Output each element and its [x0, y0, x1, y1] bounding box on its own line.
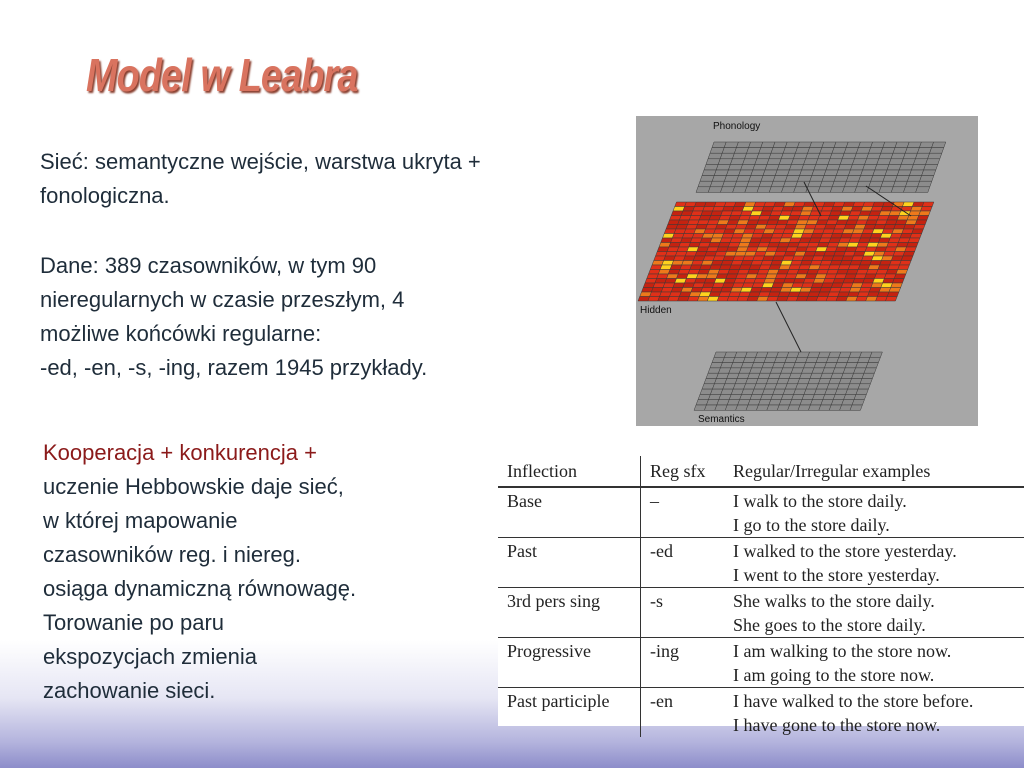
inflection-cell: Past — [498, 538, 641, 588]
semantics-unit — [864, 368, 876, 373]
phonology-unit — [789, 164, 803, 170]
phonology-unit — [806, 153, 820, 159]
phonology-unit — [893, 148, 907, 154]
phonology-unit — [918, 181, 932, 187]
data-description — [40, 249, 600, 385]
phonology-unit — [830, 153, 844, 159]
phonology-unit — [698, 181, 712, 187]
hidden-unit — [894, 274, 906, 279]
regular-example: I walk to the store daily. — [733, 491, 907, 511]
phonology-unit — [733, 187, 747, 193]
suffix-cell: -ed — [641, 538, 725, 588]
phonology-unit — [747, 148, 761, 154]
hidden-unit — [914, 225, 926, 230]
suffix-cell: -s — [641, 588, 725, 638]
phonology-unit — [920, 176, 934, 182]
phonology-unit — [704, 164, 718, 170]
conclusion-text — [43, 436, 473, 708]
phonology-unit — [867, 153, 881, 159]
phonology-unit — [716, 164, 730, 170]
inflection-cell: Past participle — [498, 688, 641, 738]
hidden-unit — [917, 216, 929, 221]
phonology-unit — [771, 181, 785, 187]
irregular-example: I have gone to the store now. — [733, 715, 941, 735]
phonology-unit — [812, 170, 826, 176]
phonology-unit — [869, 181, 883, 187]
phonology-unit — [800, 170, 814, 176]
hidden-label: Hidden — [640, 305, 672, 316]
semantics-to-hidden-arrow — [776, 302, 801, 352]
irregular-example: I go to the store daily. — [733, 515, 890, 535]
phonology-unit — [761, 176, 775, 182]
phonology-unit — [861, 170, 875, 176]
phonology-unit — [909, 170, 923, 176]
phonology-unit — [753, 164, 767, 170]
examples-cell — [724, 588, 1024, 638]
hidden-layer — [638, 202, 934, 301]
phonology-unit — [875, 164, 889, 170]
phonology-unit — [783, 181, 797, 187]
phonology-unit — [785, 142, 799, 148]
phonology-unit — [797, 142, 811, 148]
phonology-unit — [895, 142, 909, 148]
phonology-unit — [820, 181, 834, 187]
phonology-unit — [696, 187, 710, 193]
semantics-unit — [854, 394, 866, 399]
irregular-example: I went to the store yesterday. — [733, 565, 940, 585]
table-row — [498, 688, 1024, 738]
conclusion-line: ekspozycjach zmienia — [43, 644, 257, 669]
phonology-unit — [926, 159, 940, 165]
phonology-unit — [749, 142, 763, 148]
slide-title: Model w Leabra — [86, 49, 358, 101]
data-description-line: możliwe końcówki regularne: — [40, 321, 322, 346]
phonology-unit — [761, 142, 775, 148]
phonology-unit — [734, 148, 748, 154]
phonology-unit — [720, 187, 734, 193]
data-description-line: nieregularnych w czasie przeszłym, 4 — [40, 287, 405, 312]
phonology-unit — [765, 164, 779, 170]
conclusion-line: w której mapowanie — [43, 508, 238, 533]
phonology-unit — [834, 142, 848, 148]
phonology-unit — [844, 181, 858, 187]
semantics-unit — [868, 357, 880, 362]
phonology-unit — [702, 170, 716, 176]
hidden-unit — [900, 261, 912, 266]
phonology-unit — [767, 159, 781, 165]
semantics-unit — [852, 400, 864, 405]
conclusion-line: Kooperacja + konkurencja + — [43, 440, 317, 465]
phonology-unit — [883, 142, 897, 148]
network-diagram — [636, 116, 978, 426]
phonology-unit — [930, 148, 944, 154]
phonology-unit — [739, 170, 753, 176]
examples-cell — [724, 487, 1024, 538]
hidden-unit — [922, 202, 934, 207]
semantics-unit — [850, 405, 862, 410]
phonology-unit — [879, 187, 893, 193]
phonology-unit — [877, 159, 891, 165]
phonology-unit — [871, 142, 885, 148]
phonology-unit — [730, 159, 744, 165]
phonology-unit — [796, 181, 810, 187]
phonology-unit — [718, 159, 732, 165]
phonology-unit — [842, 187, 856, 193]
network-diagram-svg — [636, 116, 978, 426]
irregular-example: I am going to the store now. — [733, 665, 935, 685]
phonology-unit — [814, 164, 828, 170]
phonology-unit — [818, 187, 832, 193]
hidden-unit — [908, 238, 920, 243]
phonology-unit — [710, 148, 724, 154]
phonology-unit — [743, 159, 757, 165]
hidden-unit — [921, 207, 933, 212]
phonology-unit — [916, 187, 930, 193]
phonology-unit — [777, 164, 791, 170]
phonology-unit — [714, 170, 728, 176]
phonology-unit — [915, 153, 929, 159]
phonology-unit — [844, 148, 858, 154]
hidden-unit — [912, 229, 924, 234]
semantics-unit — [858, 384, 870, 389]
phonology-unit — [891, 153, 905, 159]
phonology-unit — [891, 187, 905, 193]
regular-example: I walked to the store yesterday. — [733, 541, 957, 561]
phonology-unit — [832, 181, 846, 187]
inflection-cell: Progressive — [498, 638, 641, 688]
suffix-cell: – — [641, 487, 725, 538]
phonology-unit — [850, 164, 864, 170]
column-header-suffix: Reg sfx — [641, 456, 725, 487]
table-row — [498, 588, 1024, 638]
phonology-unit — [808, 181, 822, 187]
inflection-cell: 3rd pers sing — [498, 588, 641, 638]
phonology-unit — [773, 176, 787, 182]
phonology-unit — [724, 176, 738, 182]
phonology-unit — [771, 148, 785, 154]
phonology-unit — [757, 153, 771, 159]
phonology-unit — [924, 164, 938, 170]
phonology-unit — [785, 176, 799, 182]
phonology-unit — [749, 176, 763, 182]
table-row — [498, 638, 1024, 688]
phonology-unit — [832, 148, 846, 154]
phonology-unit — [728, 164, 742, 170]
suffix-cell: -en — [650, 691, 673, 711]
phonology-unit — [745, 187, 759, 193]
phonology-label: Phonology — [713, 121, 761, 132]
phonology-unit — [794, 187, 808, 193]
conclusion-line: osiąga dynamiczną równowagę. — [43, 576, 357, 601]
phonology-unit — [840, 159, 854, 165]
table-row — [498, 538, 1024, 588]
phonology-unit — [838, 164, 852, 170]
conclusion-line: zachowanie sieci. — [43, 678, 216, 703]
hidden-unit — [919, 211, 931, 216]
phonology-unit — [757, 187, 771, 193]
table-header-row — [498, 456, 1024, 487]
examples-cell — [724, 688, 1024, 738]
inflection-table — [498, 456, 1024, 737]
phonology-unit — [735, 181, 749, 187]
semantics-unit — [866, 363, 878, 368]
phonology-unit — [759, 148, 773, 154]
data-description-line: Dane: 389 czasowników, w tym 90 — [40, 253, 377, 278]
phonology-unit — [712, 176, 726, 182]
phonology-layer — [696, 142, 946, 192]
column-header-examples: Regular/Irregular examples — [724, 456, 1024, 487]
semantics-label: Semantics — [698, 414, 745, 425]
phonology-unit — [869, 148, 883, 154]
phonology-unit — [907, 176, 921, 182]
phonology-unit — [905, 181, 919, 187]
table-row — [498, 487, 1024, 538]
phonology-unit — [822, 176, 836, 182]
phonology-unit — [826, 164, 840, 170]
examples-cell — [724, 538, 1024, 588]
phonology-unit — [769, 153, 783, 159]
regular-example: I am walking to the store now. — [733, 641, 952, 661]
regular-example: I have walked to the store before. — [733, 691, 974, 711]
conclusion-line: Torowanie po paru — [43, 610, 225, 635]
phonology-unit — [781, 187, 795, 193]
phonology-unit — [795, 148, 809, 154]
hidden-unit — [898, 265, 910, 270]
phonology-unit — [922, 170, 936, 176]
phonology-unit — [919, 142, 933, 148]
data-description-line: -ed, -en, -s, -ing, razem 1945 przykłady. — [40, 355, 428, 380]
hidden-unit — [907, 243, 919, 248]
hidden-unit — [910, 234, 922, 239]
phonology-unit — [855, 187, 869, 193]
hidden-unit — [896, 270, 908, 275]
phonology-unit — [854, 153, 868, 159]
column-header-inflection: Inflection — [498, 456, 641, 487]
phonology-unit — [828, 159, 842, 165]
phonology-unit — [791, 159, 805, 165]
hidden-unit — [905, 247, 917, 252]
phonology-unit — [793, 153, 807, 159]
hidden-unit — [903, 252, 915, 257]
examples-cell — [724, 638, 1024, 688]
phonology-unit — [822, 142, 836, 148]
irregular-example: She goes to the store daily. — [733, 615, 926, 635]
phonology-unit — [781, 153, 795, 159]
phonology-unit — [917, 148, 931, 154]
phonology-unit — [737, 176, 751, 182]
phonology-unit — [798, 176, 812, 182]
phonology-unit — [883, 176, 897, 182]
phonology-unit — [901, 159, 915, 165]
phonology-unit — [905, 148, 919, 154]
network-description: Sieć: semantyczne wejście, warstwa ukryta + fonologiczna. — [40, 149, 481, 208]
phonology-unit — [700, 176, 714, 182]
hidden-unit — [886, 297, 898, 302]
phonology-unit — [708, 153, 722, 159]
phonology-unit — [897, 170, 911, 176]
semantics-unit — [856, 389, 868, 394]
phonology-unit — [863, 164, 877, 170]
phonology-unit — [741, 164, 755, 170]
phonology-unit — [846, 176, 860, 182]
phonology-unit — [775, 170, 789, 176]
phonology-unit — [724, 142, 738, 148]
phonology-unit — [911, 164, 925, 170]
phonology-unit — [852, 159, 866, 165]
phonology-unit — [848, 170, 862, 176]
conclusion-line: czasowników reg. i niereg. — [43, 542, 302, 567]
phonology-unit — [873, 170, 887, 176]
phonology-unit — [722, 181, 736, 187]
regular-example: She walks to the store daily. — [733, 591, 935, 611]
phonology-unit — [722, 148, 736, 154]
inflection-table-figure — [498, 456, 1024, 735]
phonology-unit — [751, 170, 765, 176]
phonology-unit — [820, 148, 834, 154]
phonology-unit — [783, 148, 797, 154]
phonology-unit — [871, 176, 885, 182]
suffix-cell: -ing — [641, 638, 725, 688]
phonology-unit — [708, 187, 722, 193]
phonology-unit — [706, 159, 720, 165]
inflection-cell: Base — [498, 487, 641, 538]
phonology-unit — [810, 176, 824, 182]
conclusion-line: uczenie Hebbowskie daje sieć, — [43, 474, 344, 499]
phonology-unit — [865, 159, 879, 165]
phonology-unit — [899, 164, 913, 170]
phonology-unit — [830, 187, 844, 193]
phonology-unit — [903, 187, 917, 193]
phonology-unit — [787, 170, 801, 176]
phonology-unit — [857, 181, 871, 187]
phonology-unit — [745, 153, 759, 159]
phonology-unit — [763, 170, 777, 176]
phonology-unit — [903, 153, 917, 159]
hidden-unit — [893, 279, 905, 284]
phonology-unit — [802, 164, 816, 170]
hidden-unit — [891, 283, 903, 288]
semantics-unit — [870, 352, 882, 357]
phonology-unit — [747, 181, 761, 187]
phonology-unit — [858, 142, 872, 148]
phonology-unit — [895, 176, 909, 182]
hidden-unit — [887, 292, 899, 297]
phonology-unit — [881, 181, 895, 187]
phonology-unit — [859, 176, 873, 182]
phonology-unit — [928, 153, 942, 159]
phonology-unit — [736, 142, 750, 148]
phonology-unit — [856, 148, 870, 154]
phonology-unit — [808, 148, 822, 154]
phonology-unit — [824, 170, 838, 176]
phonology-unit — [889, 159, 903, 165]
hidden-unit — [915, 220, 927, 225]
phonology-unit — [907, 142, 921, 148]
phonology-unit — [759, 181, 773, 187]
phonology-unit — [836, 170, 850, 176]
phonology-unit — [726, 170, 740, 176]
phonology-unit — [885, 170, 899, 176]
phonology-unit — [846, 142, 860, 148]
phonology-unit — [887, 164, 901, 170]
hidden-unit — [901, 256, 913, 261]
phonology-unit — [816, 159, 830, 165]
phonology-unit — [879, 153, 893, 159]
phonology-unit — [712, 142, 726, 148]
semantics-unit — [862, 373, 874, 378]
semantics-layer — [694, 352, 882, 410]
phonology-unit — [710, 181, 724, 187]
phonology-unit — [769, 187, 783, 193]
phonology-unit — [732, 153, 746, 159]
phonology-unit — [834, 176, 848, 182]
phonology-unit — [913, 159, 927, 165]
phonology-unit — [842, 153, 856, 159]
phonology-unit — [773, 142, 787, 148]
phonology-unit — [818, 153, 832, 159]
phonology-unit — [932, 142, 946, 148]
phonology-unit — [804, 159, 818, 165]
phonology-unit — [779, 159, 793, 165]
semantics-unit — [860, 379, 872, 384]
phonology-unit — [810, 142, 824, 148]
hidden-unit — [889, 288, 901, 293]
phonology-unit — [881, 148, 895, 154]
phonology-unit — [893, 181, 907, 187]
phonology-unit — [755, 159, 769, 165]
phonology-unit — [720, 153, 734, 159]
